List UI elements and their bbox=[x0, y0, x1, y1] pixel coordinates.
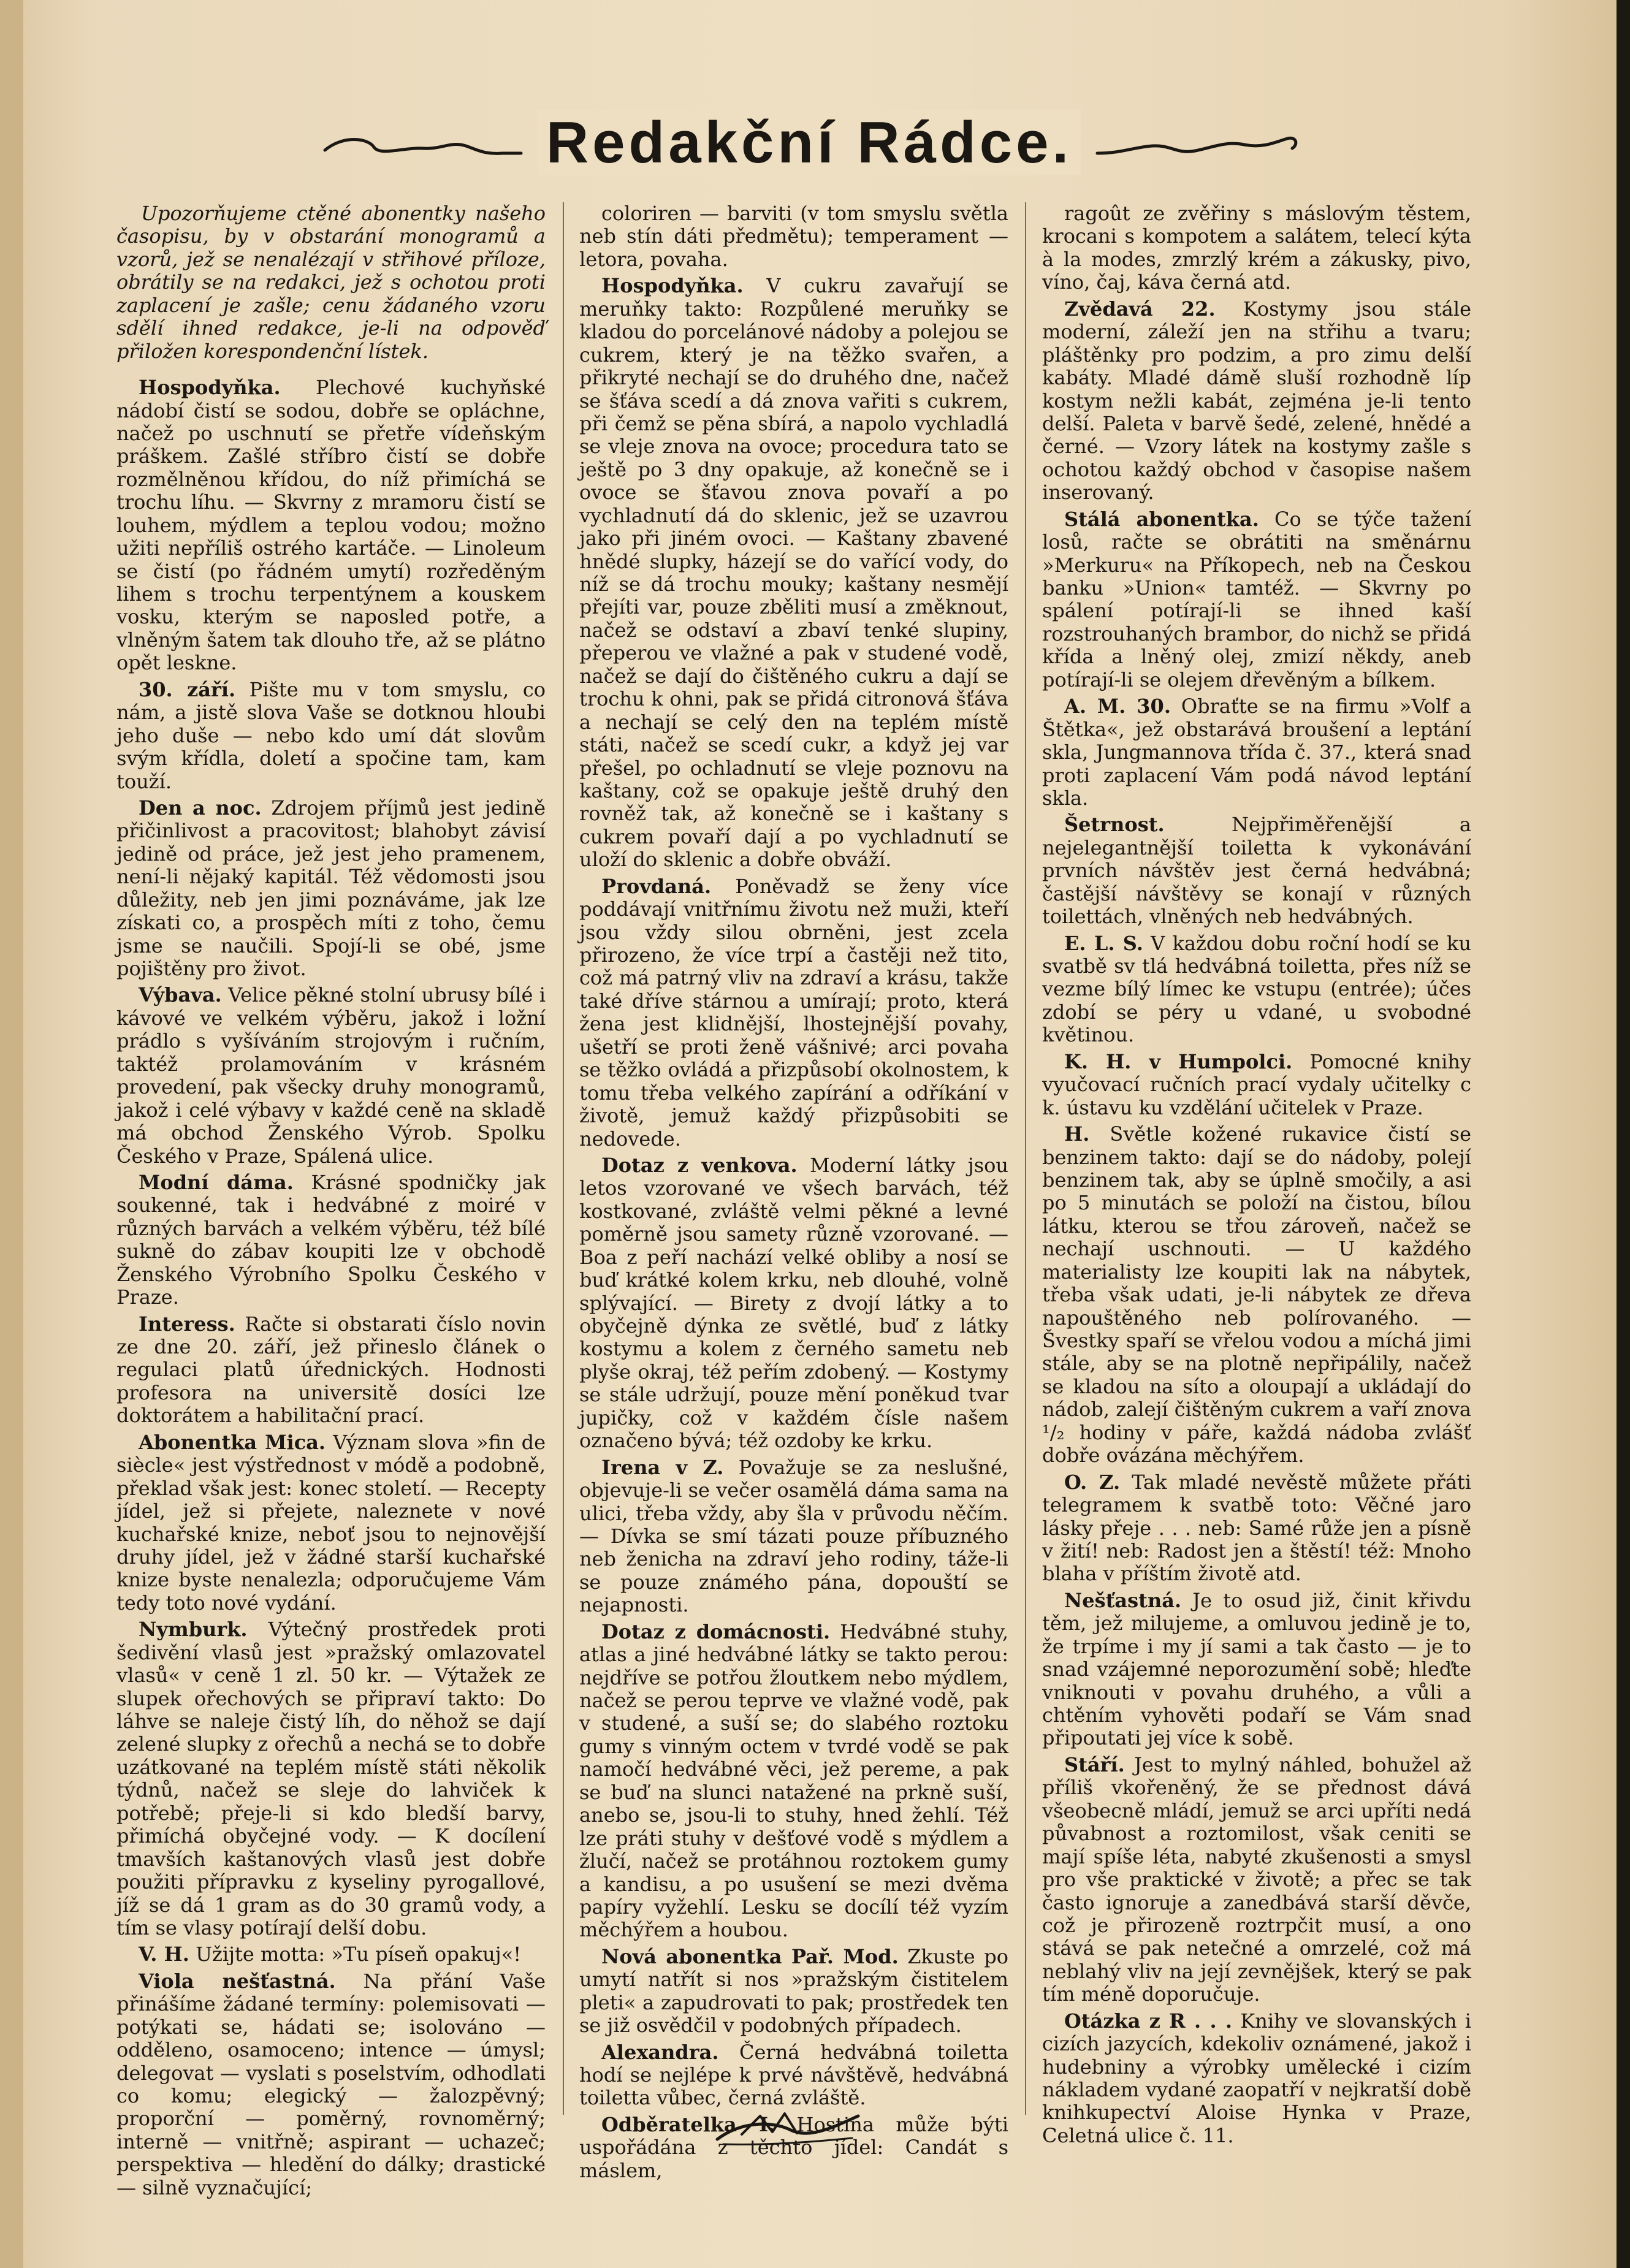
column-3 bbox=[1042, 202, 1471, 2151]
entry-addressee: 30. září. bbox=[139, 677, 236, 701]
column-2-entries bbox=[579, 202, 1008, 2182]
column-divider-1 bbox=[563, 202, 564, 2115]
column-1 bbox=[116, 202, 546, 2203]
column-3-entries bbox=[1042, 202, 1471, 2147]
entry-text: Plechové kuchyňské nádobí čistí se sodou, dobře se opláchne, načež po uschnutí se přetře vídeňským práškem. Zašlé stříbro čistí se dobře rozmělněnou křídou, do níž přimíchá se trochu líhu. — Skvrny z mramoru čistí se louhem, mýdlem a teplou vodou; možno užiti nepříliš ostrého kartáče. — Linoleum se čistí (po řádném umytí) rozředěným lihem s trochu terpentýnem a kouskem vosku, kterým se naposled potře, a vlněným šatem tak dlouho tře, až se plátno opět leskne. bbox=[116, 376, 546, 675]
entry-addressee: Alexandra. bbox=[601, 2040, 719, 2064]
answer-entry bbox=[1042, 202, 1471, 294]
entry-addressee: H. bbox=[1064, 1122, 1090, 1146]
answer-entry bbox=[116, 984, 546, 1168]
entry-addressee: O. Z. bbox=[1064, 1470, 1121, 1494]
entry-text: Pište mu v tom smyslu, co nám, a jistě slova Vaše se dotknou hloubi jeho duše — nebo kdo umí dát slovům svým křídla, doletí a spočine tam, kam touží. bbox=[116, 677, 546, 793]
entry-addressee: Dotaz z domácnosti. bbox=[601, 1619, 831, 1643]
answer-entry bbox=[116, 1431, 546, 1615]
entry-text: Význam slova »fin de siècle« jest výstřednost v módě a podobně, překlad však jest: konec století. — Recepty jídel, jež si přejete, naleznete v nové kuchařské knize, neboť jsou to nejnovější druhy jídel, jež v žádné starší kuchařské knize byste nenalezla; odporučujeme Vám tedy toto nové vydání. bbox=[116, 1430, 546, 1615]
entry-addressee: Šetrnost. bbox=[1064, 813, 1165, 837]
entry-text: Černá hedvábná toiletta hodí se nejlépe k prvé návštěvě, hedvábná toiletta vůbec, černá zvláště. bbox=[579, 2040, 1008, 2110]
entry-addressee: Otázka z R . . . bbox=[1064, 2009, 1233, 2033]
editorial-notice: Upozorňujeme ctěné abonentky našeho časopisu, by v obstarání monogramů a vzorů, jež se nenalézají v střihové příloze, obrátily se na redakci, jež s ochotou proti zaplacení je zašle; cenu žádaného vzoru sdělí ihned redakce, je-li na odpověď přiložen korespondenční lístek. bbox=[116, 202, 546, 363]
answer-entry bbox=[579, 202, 1008, 271]
answer-entry bbox=[579, 2041, 1008, 2110]
entry-text: Hostina může býti uspořádána z těchto jídel: Candát s máslem, bbox=[579, 2112, 1009, 2182]
answer-entry bbox=[1042, 932, 1471, 1047]
answer-entry bbox=[579, 1946, 1008, 2038]
page-title bbox=[319, 109, 1300, 177]
answer-entry bbox=[1042, 695, 1471, 810]
answer-entry bbox=[116, 1970, 546, 2199]
title-text: Redakční Rádce. bbox=[538, 110, 1081, 175]
entry-text: Jest to mylný náhled, bohužel až příliš vkořeněný, že se přednost dává všeobecně mládí, jemuž se arci upříti nedá půvabnost a roztomilost, však ceniti se mají spíše léta, nabyté zkušenosti a smysl pro vše praktické v životě; a přec se tak často ignoruje a zanedbává starší děvče, což je přirozeně roztrpčit musí, a ono stává se pak netečné a omrzelé, což má neblahý vliv na její zevnějšek, který se pak tím méně doporučuje. bbox=[1042, 1752, 1471, 2006]
entry-addressee: Dotaz z venkova. bbox=[601, 1153, 798, 1177]
entry-text: Zdrojem příjmů jest jedině přičinlivost a pracovitost; blahobyt závisí jedině od práce, jež jest jeho pramenem, není-li nějaký kapitál. Též vědomosti jsou důležity, neb jen jimi poznáváme, jak lze získati co, a prospěch míti z toho, čemu jsme se naučili. Spojí-li se obé, jsme pojištěny pro život. bbox=[116, 796, 546, 980]
fleuron-ornament-icon bbox=[705, 2102, 877, 2152]
answer-entry bbox=[116, 376, 546, 675]
entry-text: Obraťte se na firmu »Volf a Štětka«, jež obstarává broušení a leptání skla, Jungmannova třída č. 37., která snad proti zaplacení Vám podá návod leptání skla. bbox=[1042, 694, 1472, 810]
answer-entry bbox=[116, 1313, 546, 1428]
entry-addressee: Nová abonentka Pař. Mod. bbox=[601, 1944, 899, 1968]
entry-text: Poněvadž se ženy více poddávají vnitřnímu životu než muži, kteří jsou vždy silou obrněni, jest zcela přirozeno, že více trpí a častěji než tito, což má patrný vliv na zdraví a krásu, takže také dříve stárnou a umírají; proto, která žena jest klidnější, lhostejnější povahy, ušetří se proti ženě vášnivé; arci povaha se těžko ovládá a přizpůsobí okolnostem, k tomu třeba velkého zapírání a odříkání v životě, jemuž každý přizpůsobiti se nedovede. bbox=[579, 874, 1008, 1151]
entry-addressee: V. H. bbox=[139, 1943, 189, 1966]
page-right-shadow bbox=[1617, 0, 1630, 2268]
answer-entry bbox=[116, 797, 546, 981]
entry-addressee: Hospodyňka. bbox=[139, 376, 281, 400]
entry-text: Výtečný prostředek proti šedivění vlasů jest »pražský omlazovatel vlasů« v ceně 1 zl. 50 kr. — Výtažek ze slupek ořechových se připraví takto: Do láhve se naleje čistý líh, do něhož se dají zelené slupky z ořechů a nechá se to dobře uzátkované na teplém místě státi několik týdnů, načež se sleje do lahviček k potřebě; přeje-li si kdo bledší barvy, přimíchá obyčejné vody. — K docílení tmavších kaštanových vlasů jest dobře použiti přípravku z kyseliny pyrogallové, jíž se dá 1 gram as do 30 gramů vody, a tím se vlasy potírají delší dobu. bbox=[116, 1618, 546, 1939]
entry-text: Světle kožené rukavice čistí se benzinem takto: dají se do nádoby, polejí benzinem tak, aby se úplně smočily, a asi po 5 minutách se položí na čistou, bílou látku, kterou se třou zároveň, načež se nechají uschnouti. — U každého materialisty lze koupiti lak na nábytek, třeba však udati, je-li nábytek ze dřeva napouštěného neb polírovaného. — Švestky spaří se vřelou vodou a míchá jimi stále, aby se na plotně nepřipálily, načež se kladou na síto a oloupají a ukládají do nádob, zalejí čištěným cukrem a vaří znova ¹/₂ hodiny v páře, každá nádoba zvlášť dobře ovázána měchýřem. bbox=[1042, 1122, 1471, 1467]
entry-text: Je to osud již, činit křivdu těm, jež milujeme, a omluvou jedině je to, že trpíme i my jí sami a tak často — je to snad vzájemné neporozumění sobě; hleďte vniknouti v povahu druhého, a vůli a chtěním vyhověti podaří se Vám snad připoutati jej více k sobě. bbox=[1042, 1588, 1471, 1750]
entry-text: Kostymy jsou stále moderní, záleží jen na střihu a tvaru; pláštěnky pro podzim, a pro zimu delší kabáty. Mladé dámě sluší rozhodně líp kostym nežli kabát, zejména je-li tento delší. Paleta v barvě šedé, zelené, hnědé a černé. — Vzory látek na kostymy zašle s ochotou každý obchod v časopise našem inserovaný. bbox=[1042, 297, 1472, 504]
entry-addressee: Hospodyňka. bbox=[601, 274, 744, 298]
answer-entry bbox=[1042, 1051, 1471, 1119]
answer-entry bbox=[1042, 1754, 1471, 2006]
entry-text: ragoût ze zvěřiny s máslovým těstem, krocani s kompotem a salátem, telecí kýta à la modes, zmrzlý krém a zákusky, pivo, víno, čaj, káva černá atd. bbox=[1042, 202, 1471, 294]
entry-addressee: Stáří. bbox=[1064, 1752, 1125, 1776]
entry-text: Užijte motta: »Tu píseň opakuj«! bbox=[189, 1943, 522, 1966]
entry-text: Považuje se za neslušné, objevuje-li se večer osamělá dáma sama na ulici, třeba vždy, aby šla v průvodu něčím. — Dívka se smí tázati pouze příbuzného neb ženicha na zdraví jeho rodiny, táže-li se pouze známého pána, dopouští se nejapnosti. bbox=[579, 1455, 1008, 1617]
entry-addressee: E. L. S. bbox=[1064, 931, 1143, 955]
entry-addressee: Výbava. bbox=[139, 983, 222, 1007]
entry-text: coloriren — barviti (v tom smyslu světla neb stín dáti předmětu); temperament — letora, povaha. bbox=[579, 202, 1008, 271]
page-header bbox=[319, 104, 1300, 178]
answer-entry bbox=[1042, 813, 1471, 928]
entry-addressee: Irena v Z. bbox=[601, 1455, 724, 1479]
page-left-edge bbox=[0, 0, 23, 2268]
column-2 bbox=[579, 202, 1008, 2186]
entry-addressee: Viola nešťastná. bbox=[139, 1969, 336, 1993]
answer-entry bbox=[116, 679, 546, 793]
entry-text: Zkuste po umytí natřít si nos »pražským čistitelem pleti« a zapudrovati to pak; prostředek ten se již osvědčil v podobných případech. bbox=[579, 1944, 1008, 2038]
entry-addressee: Interess. bbox=[139, 1312, 235, 1336]
entry-text: V každou dobu roční hodí se ku svatbě sv tlá hedvábná toiletta, přes níž se vezme bílý límec ke vstupu (entrée); účes zdobí se péry u vdané, u svobodné květinou. bbox=[1042, 931, 1472, 1047]
entry-text: Moderní látky jsou letos vzorované ve všech barvách, též kostkované, zvláště velmi pěkné a levné poměrně jsou samety různě vzorované. — Boa z peří nachází velké obliby a nosí se buď krátké kolem krku, neb dlouhé, volně splývající. — Birety z dvojí látky a to obyčejně dýnka ze světlé, buď z látky kostymu a kolem z černého sametu neb plyše okraj, též peřím zdobený. — Kostymy se stále udržují, pouze mění poněkud tvar jupičky, což v každém čísle našem označeno bývá; též ozdoby ke krku. bbox=[579, 1153, 1009, 1453]
column-1-entries bbox=[116, 376, 546, 2199]
answer-entry bbox=[1042, 1123, 1471, 1467]
answer-entry bbox=[579, 875, 1008, 1151]
entry-text: Krásné spodničky jak soukenné, tak i hedvábné z moiré v různých barvách a velkém výběru, též bílé sukně do zábav koupiti lze v obchodě Ženského Výrobního Spolku Českého v Praze. bbox=[116, 1170, 546, 1309]
answer-entry bbox=[579, 1154, 1008, 1453]
entry-addressee: Stálá abonentka. bbox=[1064, 507, 1259, 531]
entry-text: Velice pěkné stolní ubrusy bílé i kávové ve velkém výběru, jakož i ložní prádlo s vyšíváním strojovým i ručním, taktéž prolamováním v krásném provedení, pak všecky druhy monogramů, jakož i celé výbavy v každé ceně na skladě má obchod Ženského Výrob. Spolku Českého v Praze, Spálená ulice. bbox=[116, 983, 546, 1168]
entry-addressee: Abonentka Mica. bbox=[139, 1430, 326, 1454]
answer-entry bbox=[116, 1171, 546, 1309]
entry-addressee: A. M. 30. bbox=[1064, 694, 1171, 718]
answer-entry bbox=[579, 1456, 1008, 1617]
entry-addressee: Modní dáma. bbox=[139, 1170, 294, 1194]
answer-entry bbox=[116, 1618, 546, 1939]
entry-text: Pomocné knihy vyučovací ručních prací vydaly učitelky c k. ústavu ku vzdělání učitelek v Praze. bbox=[1042, 1049, 1472, 1119]
answer-entry bbox=[1042, 298, 1471, 504]
entry-addressee: Provdaná. bbox=[601, 874, 712, 898]
entry-addressee: Den a noc. bbox=[139, 796, 262, 820]
entry-text: Na přání Vaše přinášíme žádané termíny: polemisovati — potýkati se, hádati se; isolováno — odděleno, osamoceno; intence — úmysl; delegovat — vyslati s poselstvím, odhodlati co komu; elegický — žalozpěvný; proporční — poměrný, rovnoměrný; interně — vnitřně; aspirant — uchazeč; perspektiva — hledění do dálky; drastické — silně vyznačující; bbox=[116, 1969, 546, 2199]
entry-text: Knihy ve slovanských i cizích jazycích, kdekoliv oznámené, jakož i hudebniny a výrobky umělecké i cizím nákladem vydané zaopatří v nejkratší době knihkupectví Aloise Hynka v Praze, Celetná ulice č. 11. bbox=[1042, 2009, 1472, 2147]
entry-text: V cukru zavařují se meruňky takto: Rozpůlené meruňky se kladou do porcelánové nádoby a polejou se cukrem, který je na těžko svařen, a přikryté nechají se do druhého dne, načež se šťáva scedí a dá znova vařiti s cukrem, při čemž se pěna sbírá, a napolo vychladlá se vleje znova na ovoce; procedura tato se ještě po 3 dny opakuje, až konečně se i ovoce se šťavou znova povaří a po vychladnutí dá do sklenic, jež se uzavrou jako při jiném ovoci. — Kaštany zbavené hnědé slupky, házejí se do vařící vody, do níž se dá trochu mouky; kaštany nesmějí přejíti var, pouze zběliti musí a změknout, načež se odstaví a zbaví tenké slupiny, přeperou ve vlažné a pak v studené vodě, načež se dají do čištěného cukru a dají se trochu k ohni, pak se přidá citronová šťáva a nechají se celý den na teplém místě státi, načež se scedí cukr, a když jej var přešel, po ochladnutí se vleje poznovu na kaštany, což se opakuje ještě druhý den rovněž tak, až konečně se i kaštany s cukrem povaří dají a po vychladnutí se uloží do sklenic a dobře obváží. bbox=[579, 274, 1008, 872]
entry-addressee: Odběratelka I. bbox=[601, 2112, 775, 2136]
entry-addressee: Zvědavá 22. bbox=[1064, 297, 1216, 321]
entry-text: Račte si obstarati číslo novin ze dne 20. září, jež přineslo článek o regulaci platů úřednických. Hodnosti profesora na universitě dosíci lze doktorátem a habilitační prací. bbox=[116, 1312, 546, 1428]
answer-entry bbox=[1042, 1589, 1471, 1750]
entry-text: Tak mladé nevěstě můžete přáti telegramem k svatbě toto: Věčné jaro lásky přeje . . . neb: Samé růže jen a písně v žití! neb: Radost jen a štěstí! též: Mnoho blaha v příštím životě atd. bbox=[1042, 1470, 1472, 1586]
answer-entry bbox=[1042, 508, 1471, 692]
column-divider-2 bbox=[1025, 202, 1026, 2115]
entry-text: Nejpřiměřenější a nejelegantnější toiletta k vykonávání prvních návštěv jest černá hedvábná; častější návštěvy se konají v různých toilettách, vlněných neb hedvábných. bbox=[1042, 813, 1471, 929]
entry-addressee: Nešťastná. bbox=[1064, 1588, 1182, 1612]
answer-entry bbox=[1042, 2010, 1471, 2148]
answer-entry bbox=[1042, 1471, 1471, 1586]
entry-text: Co se týče tažení losů, račte se obrátiti na směnárnu »Merkuru« na Příkopech, neb na Českou banku »Union« tamtéž. — Skvrny po spálení potírají-li se ihned kaší rozstrouhaných brambor, do nichž se přidá křída a lněný olej, zmizí někdy, aneb potírají-li se olejem dřevěným a bílkem. bbox=[1042, 507, 1471, 691]
entry-addressee: Nymburk. bbox=[139, 1618, 248, 1642]
entry-addressee: K. H. v Humpolci. bbox=[1064, 1049, 1293, 1073]
entry-text: Hedvábné stuhy, atlas a jiné hedvábné látky se takto perou: nejdříve se potřou žloutkem nebo mýdlem, načež se perou teprve ve vlažné vodě, pak v studené, a suší se; do slabého roztoku gumy s vinným octem v tvrdé vodě se pak namočí hedvábné věci, jež pereme, a pak se buď na slunci natažené na prkně suší, anebo se, jsou-li to stuhy, hned žehlí. Též lze práti stuhy v dešťové vodě s mýdlem a žlučí, načež se protáhnou roztokem gumy a kandisu, a po usušení se mezi dvěma papíry vyžehlí. Lesku se docílí též vyzím měchýřem a houbou. bbox=[579, 1619, 1008, 1942]
answer-entry bbox=[579, 1621, 1008, 1942]
answer-entry bbox=[116, 1943, 546, 1966]
answer-entry bbox=[579, 275, 1008, 871]
